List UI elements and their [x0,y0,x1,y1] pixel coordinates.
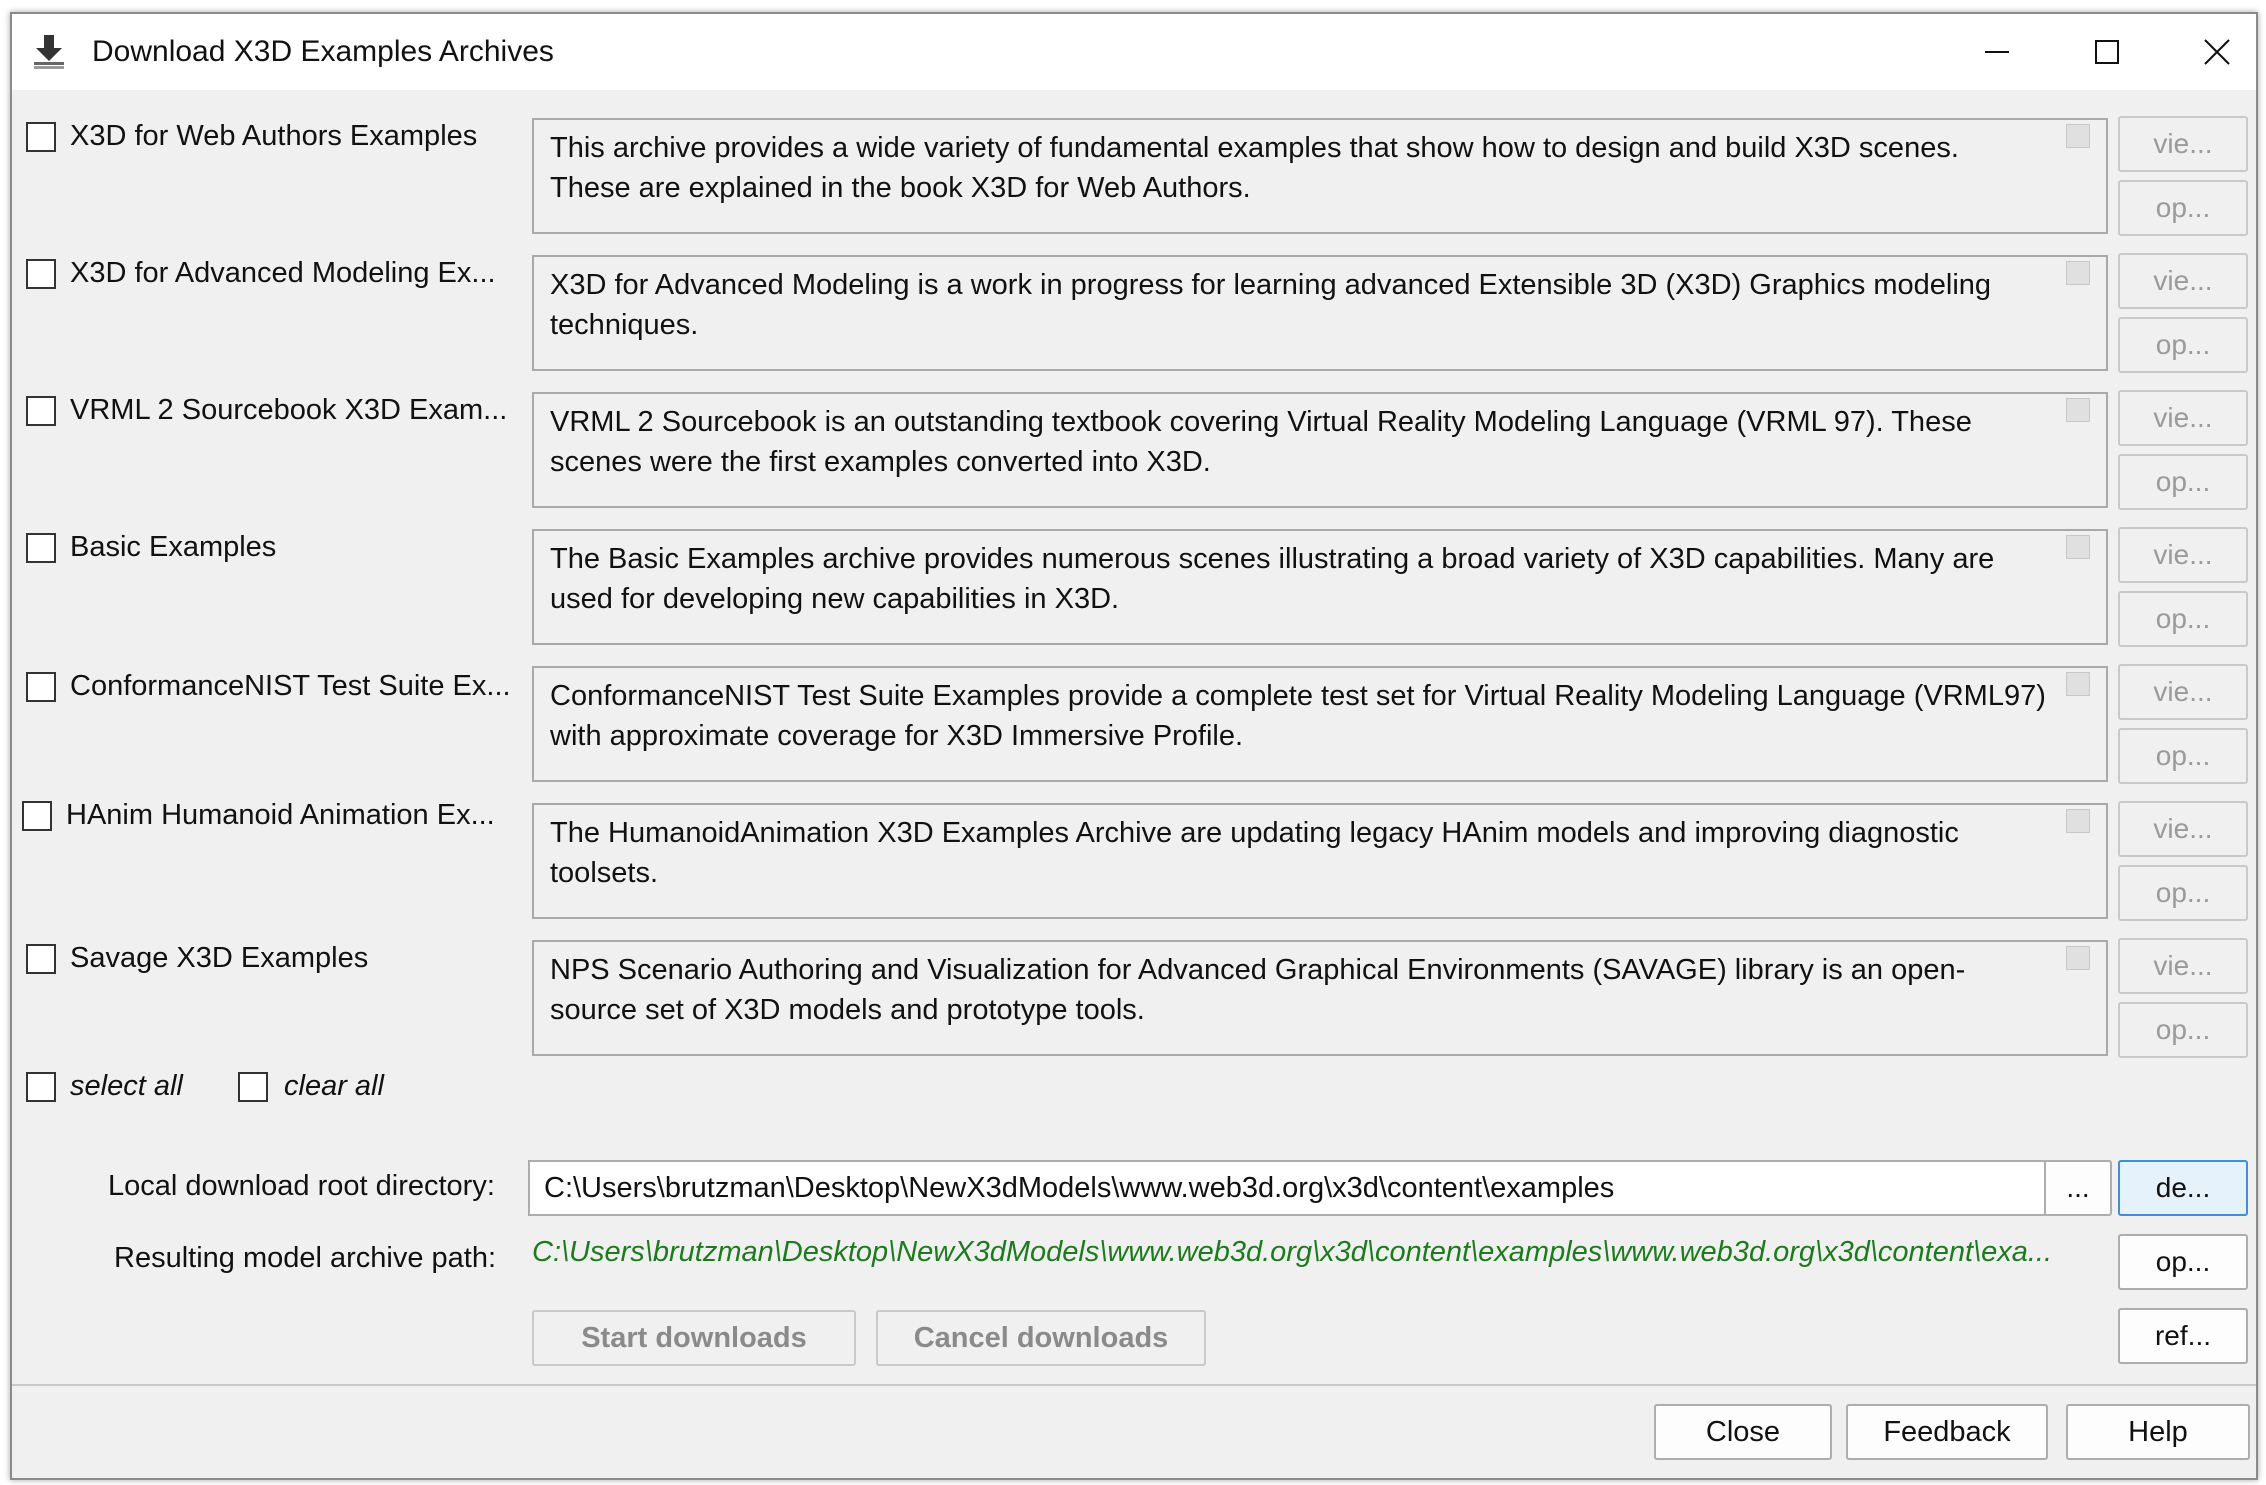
archive-row-web-authors [12,106,2256,243]
select-all-label: select all [70,1070,183,1102]
view-button[interactable]: vie... [2118,664,2248,720]
archive-label: X3D for Web Authors Examples [70,120,478,152]
help-button[interactable]: Help [2066,1404,2250,1460]
scroll-thumb[interactable] [2066,398,2090,422]
close-window-button[interactable] [2162,14,2266,90]
minimize-icon [1983,38,2011,66]
open-button[interactable]: op... [2118,1002,2248,1058]
archive-checkbox[interactable] [26,672,56,702]
description-text: ConformanceNIST Test Suite Examples provide a complete test set for Virtual Reality Modeling Language (VRML97) with approximate coverage for X3D Immersive Profile. [550,680,2046,752]
default-dir-button[interactable]: de... [2118,1160,2248,1216]
open-button[interactable]: op... [2118,865,2248,921]
archive-description [532,118,2108,234]
download-dir-input[interactable]: C:\Users\brutzman\Desktop\NewX3dModels\www.web3d.org\x3d\content\examples [528,1160,2046,1216]
close-icon [2202,37,2232,67]
open-button[interactable]: op... [2118,728,2248,784]
archive-checkbox[interactable] [22,801,52,831]
description-text: The Basic Examples archive provides numerous scenes illustrating a broad variety of X3D capabilities. Many are used for developing new capabilities in X3D. [550,543,1995,615]
cancel-downloads-button[interactable]: Cancel downloads [876,1310,1206,1366]
feedback-button[interactable]: Feedback [1846,1404,2048,1460]
footer-separator [12,1384,2256,1386]
archive-description [532,940,2108,1056]
refresh-button[interactable]: ref... [2118,1308,2248,1364]
browse-button[interactable]: ... [2044,1160,2112,1216]
archive-checkbox[interactable] [26,396,56,426]
open-path-button[interactable]: op... [2118,1234,2248,1290]
view-button[interactable]: vie... [2118,801,2248,857]
archive-checkbox[interactable] [26,944,56,974]
description-text: X3D for Advanced Modeling is a work in progress for learning advanced Extensible 3D (X3D) Graphics modeling techniques. [550,269,1992,341]
title-bar [12,14,2256,90]
view-button[interactable]: vie... [2118,938,2248,994]
view-button[interactable]: vie... [2118,527,2248,583]
open-button[interactable]: op... [2118,317,2248,373]
archive-description [532,666,2108,782]
description-text: VRML 2 Sourcebook is an outstanding textbook covering Virtual Reality Modeling Language (VRML 97). These scenes were the first examples converted into X3D. [550,406,1972,478]
archive-checkbox[interactable] [26,122,56,152]
scroll-thumb[interactable] [2066,946,2090,970]
description-text: The HumanoidAnimation X3D Examples Archive are updating legacy HAnim models and improving diagnostic toolsets. [550,817,1959,889]
maximize-icon [2093,38,2121,66]
view-button[interactable]: vie... [2118,253,2248,309]
download-arrow-icon [30,32,70,72]
archive-label: Savage X3D Examples [70,942,369,974]
description-text: This archive provides a wide variety of fundamental examples that show how to design and build X3D scenes. These are explained in the book X3D for Web Authors. [550,132,1959,204]
archive-label: HAnim Humanoid Animation Ex... [66,799,495,831]
open-button[interactable]: op... [2118,180,2248,236]
close-button[interactable]: Close [1654,1404,1832,1460]
open-button[interactable]: op... [2118,454,2248,510]
start-downloads-button[interactable]: Start downloads [532,1310,856,1366]
archive-path-value: C:\Users\brutzman\Desktop\NewX3dModels\www.web3d.org\x3d\content\examples\www.web3d.org\x3d\content\exa... [532,1236,2053,1268]
download-dialog [10,12,2258,1480]
archive-checkbox[interactable] [26,259,56,289]
archive-description [532,255,2108,371]
download-dir-label: Local download root directory: [108,1170,495,1202]
view-button[interactable]: vie... [2118,390,2248,446]
archive-label: ConformanceNIST Test Suite Ex... [70,670,511,702]
select-all-checkbox[interactable] [26,1072,56,1102]
archive-row-conformance-nist [12,654,2256,791]
clear-all-checkbox[interactable] [238,1072,268,1102]
archive-label: VRML 2 Sourcebook X3D Exam... [70,394,508,426]
archive-description [532,803,2108,919]
archive-description [532,529,2108,645]
scroll-thumb[interactable] [2066,124,2090,148]
scroll-thumb[interactable] [2066,261,2090,285]
archive-checkbox[interactable] [26,533,56,563]
open-button[interactable]: op... [2118,591,2248,647]
maximize-button[interactable] [2052,14,2162,90]
description-text: NPS Scenario Authoring and Visualization for Advanced Graphical Environments (SAVAGE) library is an open-source set of X3D models and prototype tools. [550,954,1966,1026]
archive-row-hanim [12,791,2256,928]
archive-row-basic [12,517,2256,654]
archive-row-vrml-sourcebook [12,380,2256,517]
scroll-thumb[interactable] [2066,809,2090,833]
scroll-thumb[interactable] [2066,672,2090,696]
window-title: Download X3D Examples Archives [92,35,554,68]
scroll-thumb[interactable] [2066,535,2090,559]
archive-label: X3D for Advanced Modeling Ex... [70,257,496,289]
archive-path-label: Resulting model archive path: [114,1242,497,1274]
archive-description [532,392,2108,508]
archive-row-advanced-modeling [12,243,2256,380]
clear-all-label: clear all [284,1070,384,1102]
archive-label: Basic Examples [70,531,277,563]
minimize-button[interactable] [1942,14,2052,90]
view-button[interactable]: vie... [2118,116,2248,172]
archive-row-savage [12,928,2256,1065]
